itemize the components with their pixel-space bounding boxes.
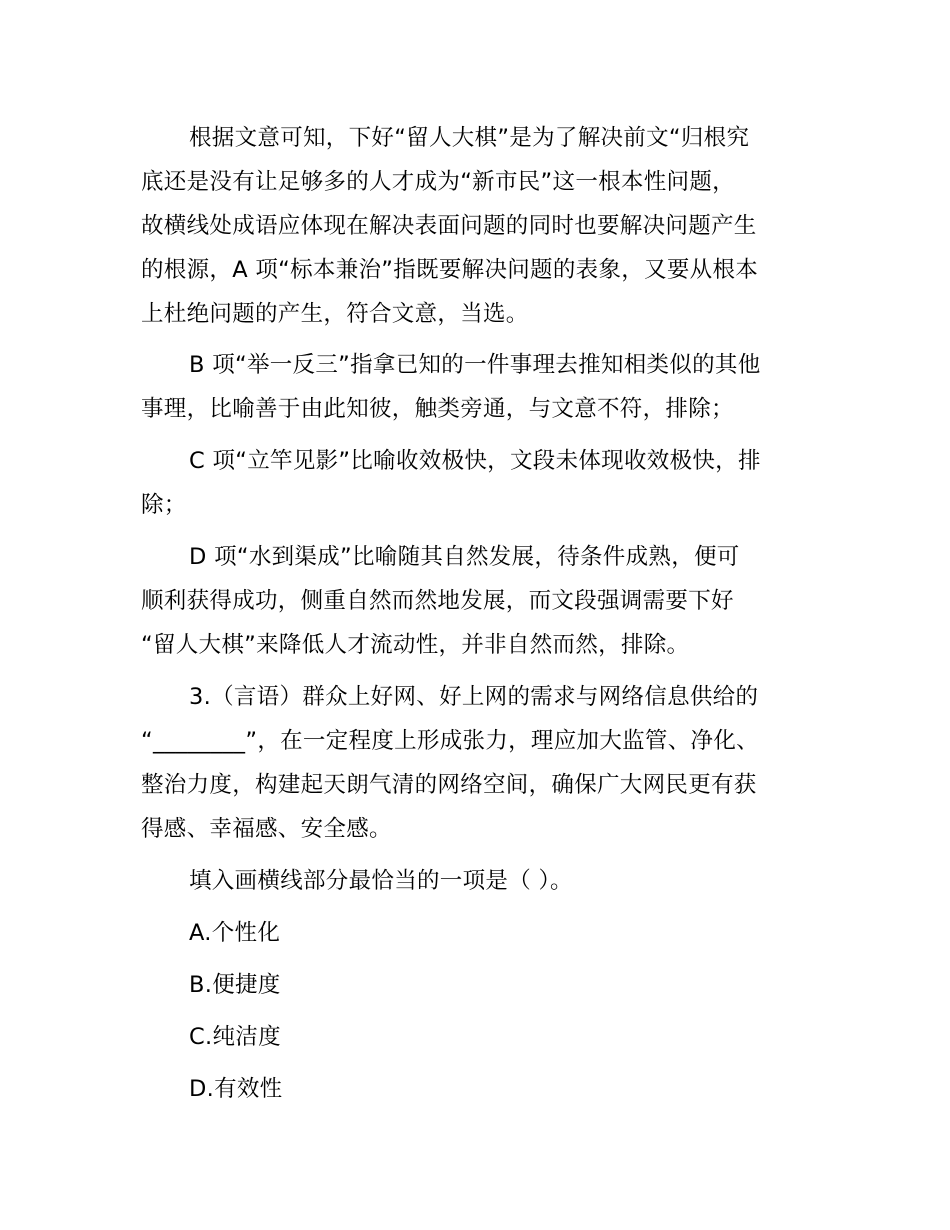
question-stem bbox=[141, 675, 831, 851]
text-line: C 项“立竿见影”比喻收效极快，文段未体现收效极快，排 bbox=[189, 448, 761, 474]
text-line: 除； bbox=[141, 492, 187, 518]
text-line: 事理，比喻善于由此知彼，触类旁通，与文意不符，排除； bbox=[141, 396, 734, 422]
question-prompt-text: 填入画横线部分最恰当的一项是（ ）。 bbox=[189, 868, 573, 894]
text-line: 的根源，A 项“标本兼治”指既要解决问题的表象，又要从根本 bbox=[141, 257, 759, 283]
text-line: 3.（言语）群众上好网、好上网的需求与网络信息供给的 bbox=[189, 684, 759, 710]
text-line: “留人大棋”来降低人才流动性，并非自然而然，排除。 bbox=[141, 632, 690, 658]
text-line: 根据文意可知，下好“留人大棋”是为了解决前文“归根究 bbox=[189, 125, 750, 151]
text-line: 上杜绝问题的产生，符合文意，当选。 bbox=[141, 301, 529, 327]
analysis-paragraph-a bbox=[141, 116, 831, 336]
text-line: 故横线处成语应体现在解决表面问题的同时也要解决问题产生 bbox=[141, 213, 757, 239]
text-line: D 项“水到渠成”比喻随其自然发展，待条件成熟，便可 bbox=[189, 544, 740, 570]
text-line: “________”，在一定程度上形成张力，理应加大监管、净化、 bbox=[141, 728, 759, 754]
option-d: D.有效性 bbox=[189, 1076, 283, 1102]
question-prompt bbox=[141, 859, 831, 903]
analysis-paragraph-c bbox=[141, 439, 831, 527]
document-body bbox=[141, 116, 831, 1111]
text-line: 顺利获得成功，侧重自然而然地发展，而文段强调需要下好 bbox=[141, 588, 734, 614]
option-a: A.个性化 bbox=[189, 920, 281, 946]
option-b: B.便捷度 bbox=[189, 972, 281, 998]
text-line: B 项“举一反三”指拿已知的一件事理去推知相类似的其他 bbox=[189, 352, 761, 378]
option-c: C.纯洁度 bbox=[189, 1024, 281, 1050]
text-line: 底还是没有让足够多的人才成为“新市民”这一根本性问题， bbox=[141, 169, 735, 195]
analysis-paragraph-d bbox=[141, 535, 831, 667]
analysis-paragraph-b bbox=[141, 343, 831, 431]
text-line: 得感、幸福感、安全感。 bbox=[141, 816, 392, 842]
text-line: 整治力度，构建起天朗气清的网络空间，确保广大网民更有获 bbox=[141, 772, 757, 798]
